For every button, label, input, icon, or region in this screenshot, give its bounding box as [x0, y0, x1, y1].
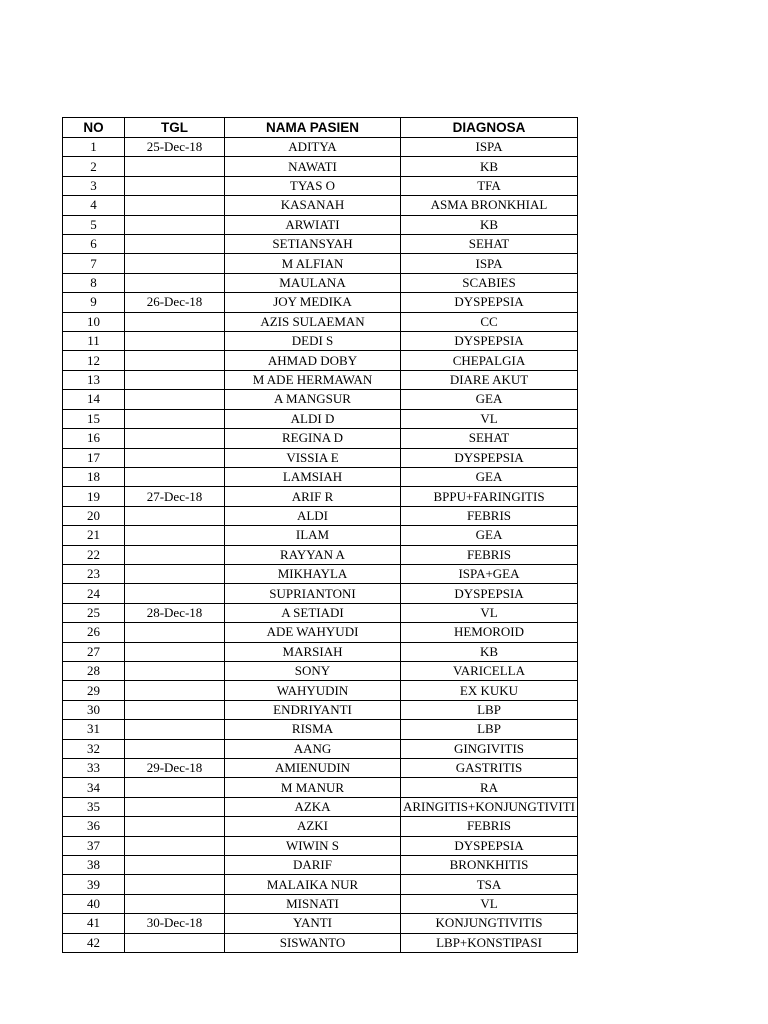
cell-nama-pasien: VISSIA E: [225, 448, 401, 467]
cell-diagnosa: RA: [401, 778, 578, 797]
cell-nama-pasien: AZIS SULAEMAN: [225, 312, 401, 331]
cell-diagnosa: DIARE AKUT: [401, 370, 578, 389]
cell-no: 39: [63, 875, 125, 894]
cell-tgl: [125, 856, 225, 875]
cell-tgl: [125, 196, 225, 215]
table-header: [63, 118, 578, 138]
cell-diagnosa: LBP+KONSTIPASI: [401, 933, 578, 952]
cell-diagnosa: KB: [401, 157, 578, 176]
cell-diagnosa: GEA: [401, 390, 578, 409]
cell-diagnosa: EX KUKU: [401, 681, 578, 700]
cell-no: 15: [63, 409, 125, 428]
cell-nama-pasien: MAULANA: [225, 273, 401, 292]
cell-nama-pasien: M MANUR: [225, 778, 401, 797]
cell-diagnosa: VL: [401, 894, 578, 913]
header-no: NO: [63, 118, 125, 138]
table-row: [63, 584, 578, 603]
cell-tgl: 30-Dec-18: [125, 914, 225, 933]
cell-tgl: [125, 700, 225, 719]
cell-diagnosa: SEHAT: [401, 235, 578, 254]
cell-no: 11: [63, 332, 125, 351]
cell-diagnosa: TFA: [401, 176, 578, 195]
cell-diagnosa: DYSPEPSIA: [401, 448, 578, 467]
cell-nama-pasien: WAHYUDIN: [225, 681, 401, 700]
table-row: [63, 370, 578, 389]
cell-tgl: [125, 351, 225, 370]
cell-tgl: [125, 467, 225, 486]
table-row: [63, 176, 578, 195]
cell-no: 20: [63, 506, 125, 525]
cell-tgl: [125, 894, 225, 913]
table-row: [63, 215, 578, 234]
patient-table: [62, 117, 578, 953]
cell-tgl: [125, 409, 225, 428]
cell-tgl: [125, 720, 225, 739]
table-row: [63, 623, 578, 642]
table-row: [63, 273, 578, 292]
cell-nama-pasien: DEDI S: [225, 332, 401, 351]
table-row: [63, 196, 578, 215]
cell-no: 6: [63, 235, 125, 254]
cell-nama-pasien: REGINA D: [225, 429, 401, 448]
table-row: [63, 254, 578, 273]
table-row: [63, 759, 578, 778]
cell-tgl: [125, 661, 225, 680]
header-diagnosa: DIAGNOSA: [401, 118, 578, 138]
cell-diagnosa: HEMOROID: [401, 623, 578, 642]
cell-nama-pasien: ADITYA: [225, 138, 401, 157]
cell-tgl: [125, 370, 225, 389]
cell-diagnosa: FEBRIS: [401, 506, 578, 525]
cell-tgl: [125, 157, 225, 176]
cell-nama-pasien: ALDI: [225, 506, 401, 525]
table-row: [63, 700, 578, 719]
cell-nama-pasien: M ADE HERMAWAN: [225, 370, 401, 389]
cell-no: 27: [63, 642, 125, 661]
cell-tgl: [125, 332, 225, 351]
table-row: [63, 914, 578, 933]
cell-nama-pasien: MALAIKA NUR: [225, 875, 401, 894]
cell-diagnosa: CC: [401, 312, 578, 331]
cell-tgl: [125, 623, 225, 642]
cell-tgl: [125, 506, 225, 525]
cell-diagnosa: ASMA BRONKHIAL: [401, 196, 578, 215]
cell-nama-pasien: SONY: [225, 661, 401, 680]
cell-nama-pasien: ALDI D: [225, 409, 401, 428]
cell-nama-pasien: MISNATI: [225, 894, 401, 913]
cell-tgl: [125, 564, 225, 583]
cell-nama-pasien: MARSIAH: [225, 642, 401, 661]
table-row: [63, 506, 578, 525]
cell-no: 36: [63, 817, 125, 836]
table-row: [63, 894, 578, 913]
cell-no: 26: [63, 623, 125, 642]
cell-diagnosa: CHEPALGIA: [401, 351, 578, 370]
cell-no: 13: [63, 370, 125, 389]
cell-no: 38: [63, 856, 125, 875]
table-row: [63, 409, 578, 428]
cell-nama-pasien: ARIF R: [225, 487, 401, 506]
cell-tgl: [125, 235, 225, 254]
cell-no: 5: [63, 215, 125, 234]
cell-diagnosa: DYSPEPSIA: [401, 584, 578, 603]
cell-no: 37: [63, 836, 125, 855]
cell-no: 33: [63, 759, 125, 778]
cell-diagnosa: ISPA: [401, 254, 578, 273]
table-row: [63, 739, 578, 758]
table-row: [63, 312, 578, 331]
cell-nama-pasien: RAYYAN A: [225, 545, 401, 564]
cell-nama-pasien: JOY MEDIKA: [225, 293, 401, 312]
cell-no: 31: [63, 720, 125, 739]
table-row: [63, 487, 578, 506]
table-row: [63, 564, 578, 583]
cell-no: 32: [63, 739, 125, 758]
table-row: [63, 351, 578, 370]
table-row: [63, 332, 578, 351]
cell-tgl: [125, 836, 225, 855]
cell-diagnosa: KONJUNGTIVITIS: [401, 914, 578, 933]
cell-tgl: [125, 875, 225, 894]
cell-diagnosa: SEHAT: [401, 429, 578, 448]
cell-tgl: 25-Dec-18: [125, 138, 225, 157]
cell-nama-pasien: ILAM: [225, 526, 401, 545]
cell-no: 29: [63, 681, 125, 700]
cell-nama-pasien: WIWIN S: [225, 836, 401, 855]
cell-nama-pasien: DARIF: [225, 856, 401, 875]
table-row: [63, 235, 578, 254]
cell-tgl: [125, 739, 225, 758]
table-row: [63, 720, 578, 739]
cell-nama-pasien: A SETIADI: [225, 603, 401, 622]
cell-no: 35: [63, 797, 125, 816]
cell-nama-pasien: M ALFIAN: [225, 254, 401, 273]
cell-tgl: [125, 526, 225, 545]
cell-tgl: [125, 429, 225, 448]
table-row: [63, 661, 578, 680]
cell-nama-pasien: AZKI: [225, 817, 401, 836]
cell-nama-pasien: AZKA: [225, 797, 401, 816]
cell-diagnosa: LBP: [401, 700, 578, 719]
cell-no: 17: [63, 448, 125, 467]
cell-nama-pasien: NAWATI: [225, 157, 401, 176]
cell-tgl: [125, 176, 225, 195]
cell-no: 28: [63, 661, 125, 680]
cell-tgl: [125, 681, 225, 700]
cell-tgl: 29-Dec-18: [125, 759, 225, 778]
cell-nama-pasien: ARWIATI: [225, 215, 401, 234]
cell-nama-pasien: ENDRIYANTI: [225, 700, 401, 719]
cell-nama-pasien: AHMAD DOBY: [225, 351, 401, 370]
cell-tgl: 28-Dec-18: [125, 603, 225, 622]
table-row: [63, 817, 578, 836]
cell-no: 22: [63, 545, 125, 564]
table-row: [63, 603, 578, 622]
cell-nama-pasien: A MANGSUR: [225, 390, 401, 409]
cell-tgl: 27-Dec-18: [125, 487, 225, 506]
table-row: [63, 293, 578, 312]
cell-nama-pasien: RISMA: [225, 720, 401, 739]
cell-diagnosa: LBP: [401, 720, 578, 739]
table-row: [63, 545, 578, 564]
cell-no: 18: [63, 467, 125, 486]
cell-tgl: [125, 390, 225, 409]
cell-no: 16: [63, 429, 125, 448]
cell-diagnosa: VARICELLA: [401, 661, 578, 680]
table-row: [63, 875, 578, 894]
table-row: [63, 933, 578, 952]
cell-no: 34: [63, 778, 125, 797]
header-row: [63, 118, 578, 138]
cell-nama-pasien: AANG: [225, 739, 401, 758]
cell-nama-pasien: LAMSIAH: [225, 467, 401, 486]
cell-nama-pasien: SETIANSYAH: [225, 235, 401, 254]
cell-tgl: [125, 254, 225, 273]
cell-diagnosa: SCABIES: [401, 273, 578, 292]
cell-diagnosa: VL: [401, 603, 578, 622]
cell-no: 25: [63, 603, 125, 622]
cell-no: 19: [63, 487, 125, 506]
cell-diagnosa: DYSPEPSIA: [401, 836, 578, 855]
cell-tgl: [125, 933, 225, 952]
table-row: [63, 467, 578, 486]
table-row: [63, 390, 578, 409]
cell-nama-pasien: KASANAH: [225, 196, 401, 215]
cell-no: 23: [63, 564, 125, 583]
cell-no: 10: [63, 312, 125, 331]
cell-diagnosa: ISPA+GEA: [401, 564, 578, 583]
cell-tgl: [125, 584, 225, 603]
cell-no: 8: [63, 273, 125, 292]
cell-nama-pasien: ADE WAHYUDI: [225, 623, 401, 642]
cell-diagnosa: BPPU+FARINGITIS: [401, 487, 578, 506]
cell-nama-pasien: MIKHAYLA: [225, 564, 401, 583]
table-row: [63, 429, 578, 448]
cell-no: 4: [63, 196, 125, 215]
cell-tgl: [125, 797, 225, 816]
cell-no: 41: [63, 914, 125, 933]
cell-diagnosa: FEBRIS: [401, 545, 578, 564]
cell-tgl: [125, 545, 225, 564]
cell-nama-pasien: AMIENUDIN: [225, 759, 401, 778]
cell-no: 24: [63, 584, 125, 603]
cell-tgl: [125, 448, 225, 467]
table-row: [63, 642, 578, 661]
cell-nama-pasien: SISWANTO: [225, 933, 401, 952]
cell-no: 2: [63, 157, 125, 176]
cell-tgl: [125, 778, 225, 797]
cell-diagnosa: ARINGITIS+KONJUNGTIVITI: [401, 797, 578, 816]
table-body: [63, 138, 578, 953]
cell-diagnosa: GASTRITIS: [401, 759, 578, 778]
cell-diagnosa: FEBRIS: [401, 817, 578, 836]
cell-diagnosa: GEA: [401, 467, 578, 486]
table-row: [63, 778, 578, 797]
cell-no: 7: [63, 254, 125, 273]
table-row: [63, 856, 578, 875]
cell-diagnosa: GEA: [401, 526, 578, 545]
cell-nama-pasien: YANTI: [225, 914, 401, 933]
cell-nama-pasien: TYAS O: [225, 176, 401, 195]
cell-diagnosa: KB: [401, 642, 578, 661]
cell-diagnosa: ISPA: [401, 138, 578, 157]
cell-tgl: [125, 312, 225, 331]
cell-tgl: [125, 215, 225, 234]
cell-no: 3: [63, 176, 125, 195]
table-row: [63, 157, 578, 176]
cell-no: 30: [63, 700, 125, 719]
cell-tgl: [125, 273, 225, 292]
cell-tgl: [125, 817, 225, 836]
table-row: [63, 138, 578, 157]
cell-diagnosa: VL: [401, 409, 578, 428]
table-row: [63, 526, 578, 545]
cell-no: 21: [63, 526, 125, 545]
cell-nama-pasien: SUPRIANTONI: [225, 584, 401, 603]
cell-no: 40: [63, 894, 125, 913]
cell-tgl: [125, 642, 225, 661]
header-tgl: TGL: [125, 118, 225, 138]
cell-no: 14: [63, 390, 125, 409]
table-row: [63, 836, 578, 855]
cell-tgl: 26-Dec-18: [125, 293, 225, 312]
cell-diagnosa: DYSPEPSIA: [401, 293, 578, 312]
table-row: [63, 448, 578, 467]
header-nama-pasien: NAMA PASIEN: [225, 118, 401, 138]
cell-no: 12: [63, 351, 125, 370]
cell-diagnosa: BRONKHITIS: [401, 856, 578, 875]
cell-diagnosa: DYSPEPSIA: [401, 332, 578, 351]
cell-diagnosa: KB: [401, 215, 578, 234]
cell-no: 42: [63, 933, 125, 952]
cell-no: 1: [63, 138, 125, 157]
cell-no: 9: [63, 293, 125, 312]
cell-diagnosa: TSA: [401, 875, 578, 894]
table-row: [63, 797, 578, 816]
table-row: [63, 681, 578, 700]
cell-diagnosa: GINGIVITIS: [401, 739, 578, 758]
